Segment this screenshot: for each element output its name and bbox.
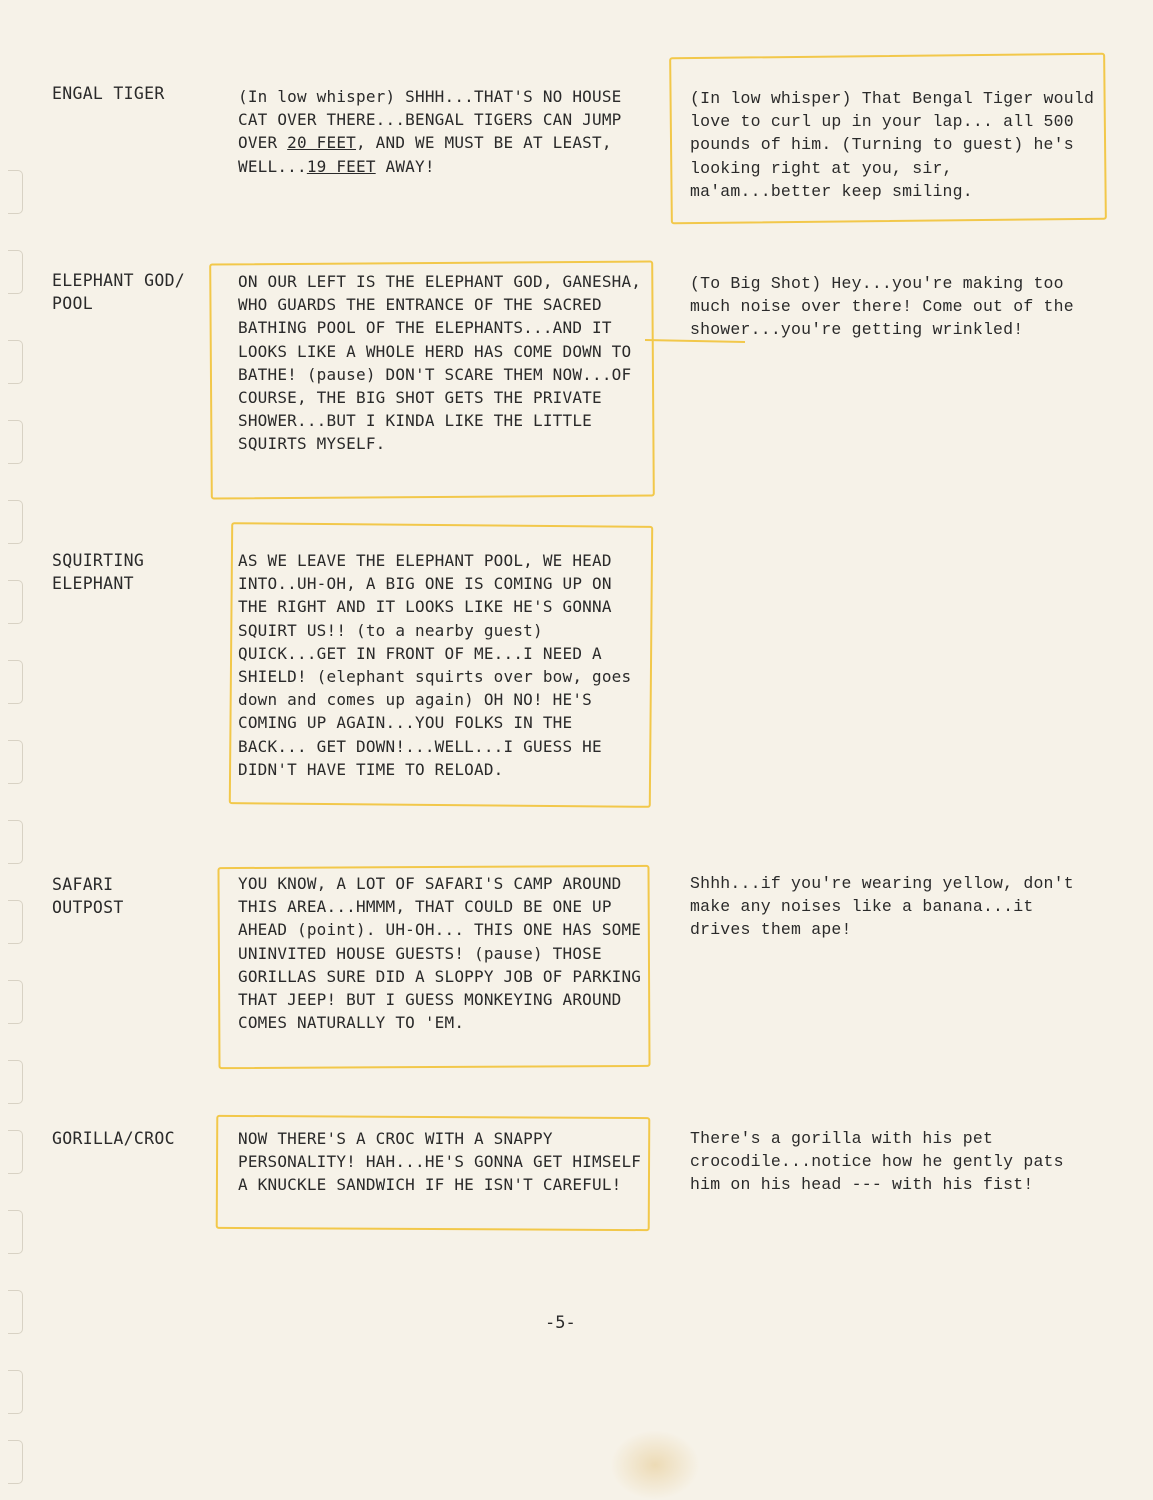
- alternate-line: (To Big Shot) Hey...you're making too much noise over there! Come out of the shower...you're getting wrinkled!: [690, 274, 1074, 340]
- binder-hole: [8, 1060, 23, 1104]
- script-underlined: 19 FEET: [306, 156, 376, 176]
- script-text: , AND WE MUST BE AT LEAST, WELL...: [238, 133, 612, 176]
- binder-holes: [8, 170, 32, 1490]
- binder-hole: [8, 250, 23, 294]
- scene-script: YOU KNOW, A LOT OF SAFARI'S CAMP AROUND THIS AREA...HMMM, THAT COULD BE ONE UP AHEAD (point). UH-OH... THIS ONE HAS SOME UNINVITED HOUSE GUESTS! (pause) THOSE GORILLAS SURE DID A SLOPPY JOB OF PARKING THAT JEEP! BUT I GUESS MONKEYING AROUND COMES NATURALLY TO 'EM.: [238, 874, 642, 1033]
- script-text: (In low whisper) SHHH...THAT'S NO HOUSE CAT OVER THERE...BENGAL TIGERS CAN JUMP OVER: [238, 87, 622, 153]
- binder-hole: [8, 660, 23, 704]
- binder-hole: [8, 340, 23, 384]
- binder-hole: [8, 820, 23, 864]
- binder-hole: [8, 170, 23, 214]
- binder-hole: [8, 420, 23, 464]
- scene-script: NOW THERE'S A CROC WITH A SNAPPY PERSONALITY! HAH...HE'S GONNA GET HIMSELF A KNUCKLE SANDWICH IF HE ISN'T CAREFUL!: [238, 1129, 642, 1195]
- paper-stain: [610, 1430, 700, 1500]
- scene-label: SAFARI OUTPOST: [52, 875, 124, 917]
- alternate-line: There's a gorilla with his pet crocodile...notice how he gently pats him on his head --- with his fist!: [690, 1129, 1064, 1195]
- scene-label: ENGAL TIGER: [52, 84, 165, 103]
- binder-hole: [8, 580, 23, 624]
- binder-hole: [8, 500, 23, 544]
- alternate-line: Shhh...if you're wearing yellow, don't make any noises like a banana...it drives them ape!: [690, 874, 1074, 940]
- binder-hole: [8, 1440, 23, 1484]
- script-underlined: 20 FEET: [287, 133, 357, 153]
- scene-script: [238, 85, 648, 178]
- alternate-line: (In low whisper) That Bengal Tiger would love to curl up in your lap... all 500 pounds of him. (Turning to guest) he's looking right at you, sir, ma'am...better keep smiling.: [690, 89, 1095, 201]
- binder-hole: [8, 1370, 23, 1414]
- scene-label: GORILLA/CROC: [52, 1129, 175, 1148]
- binder-hole: [8, 980, 23, 1024]
- binder-hole: [8, 740, 23, 784]
- scene-label: ELEPHANT GOD/ POOL: [52, 271, 186, 313]
- binder-hole: [8, 900, 23, 944]
- binder-hole: [8, 1130, 23, 1174]
- page-number: -5-: [545, 1313, 576, 1333]
- scene-script: AS WE LEAVE THE ELEPHANT POOL, WE HEAD INTO..UH-OH, A BIG ONE IS COMING UP ON THE RIGHT AND IT LOOKS LIKE HE'S GONNA SQUIRT US!! (to a nearby guest) QUICK...GET IN FRONT OF ME...I NEED A SHIELD! (elephant squirts over bow, goes down and comes up again) OH NO! HE'S COMING UP AGAIN...YOU FOLKS IN THE BACK... GET DOWN!...WELL...I GUESS HE DIDN'T HAVE TIME TO RELOAD.: [238, 551, 632, 779]
- scene-script: ON OUR LEFT IS THE ELEPHANT GOD, GANESHA, WHO GUARDS THE ENTRANCE OF THE SACRED BATHING POOL OF THE ELEPHANTS...AND IT LOOKS LIKE A WHOLE HERD HAS COME DOWN TO BATHE! (pause) DON'T SCARE THEM NOW...OF COURSE, THE BIG SHOT GETS THE PRIVATE SHOWER...BUT I KINDA LIKE THE LITTLE SQUIRTS MYSELF.: [238, 272, 642, 454]
- script-text: AWAY!: [375, 156, 435, 176]
- binder-hole: [8, 1210, 23, 1254]
- binder-hole: [8, 1290, 23, 1334]
- scene-label: SQUIRTING ELEPHANT: [52, 551, 145, 593]
